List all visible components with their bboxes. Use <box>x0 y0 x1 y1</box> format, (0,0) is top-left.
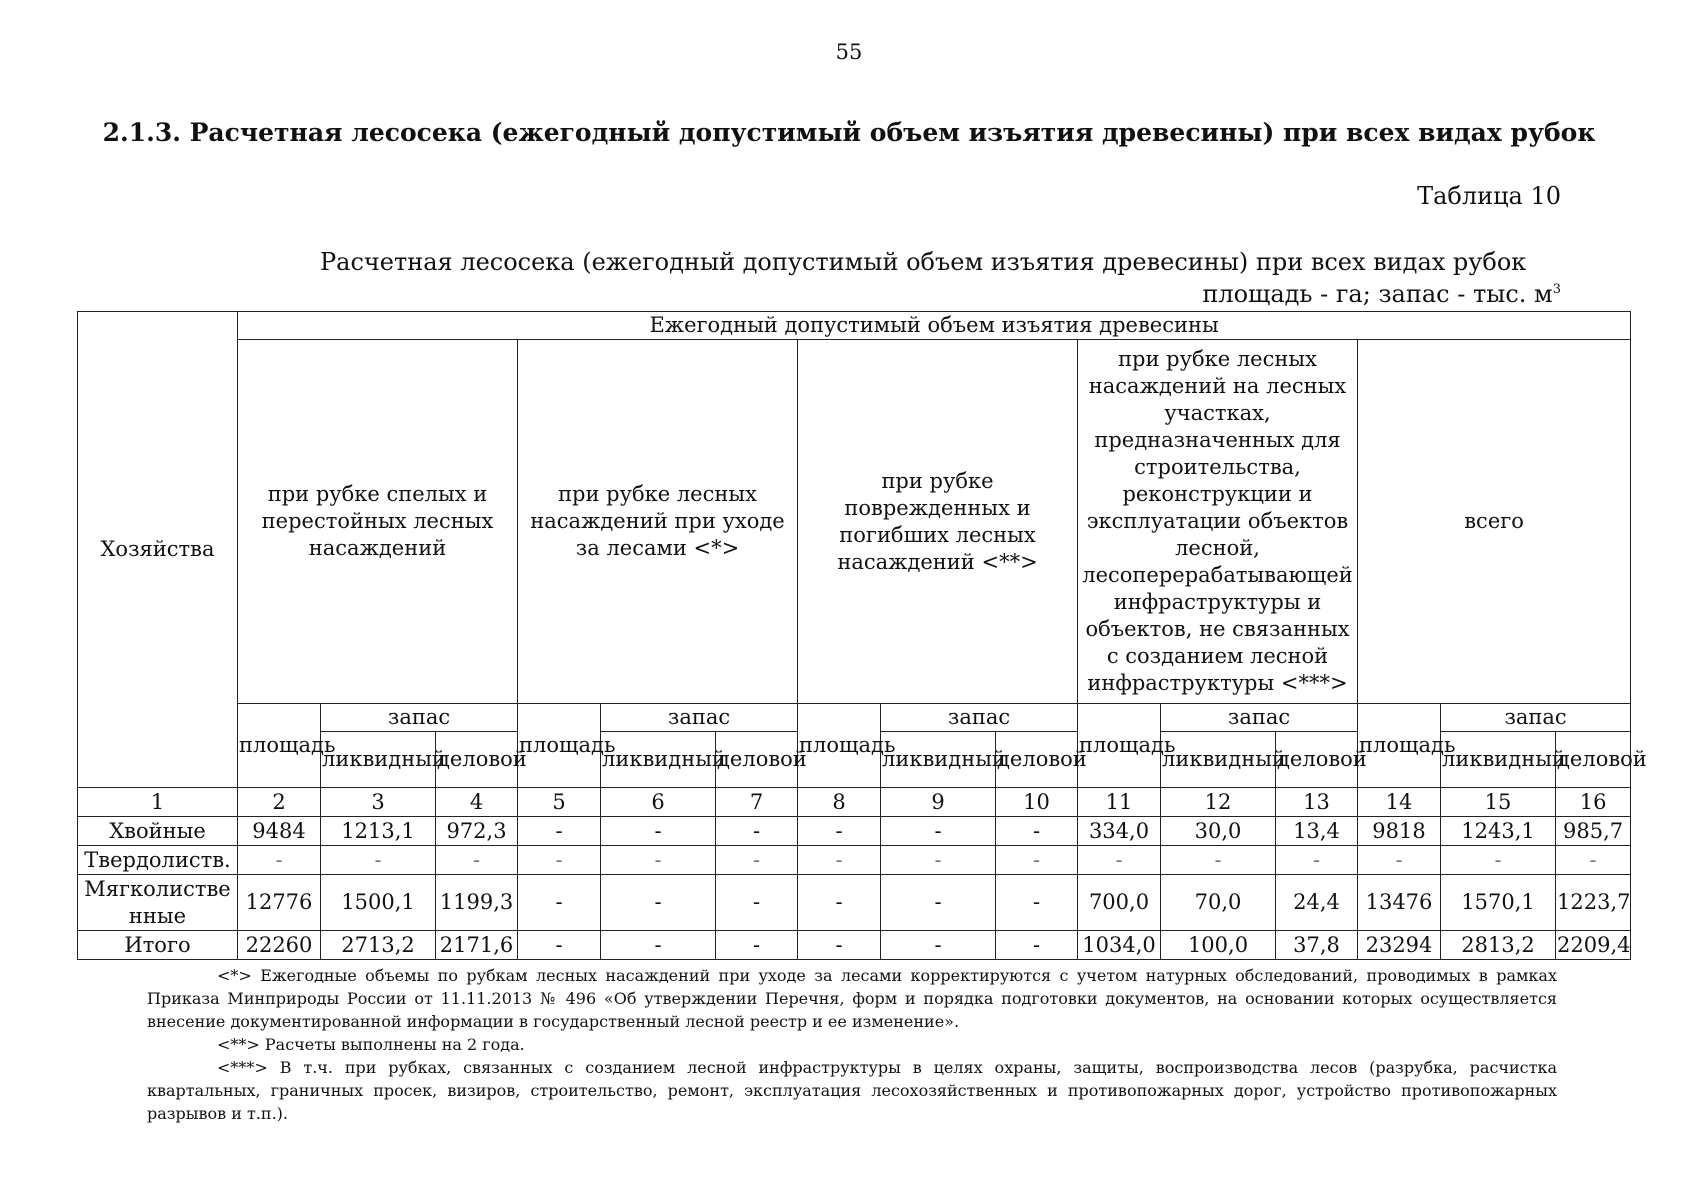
footnotes <box>147 964 1557 1125</box>
column-number: 12 <box>1161 788 1276 817</box>
header-liquid: ликвидный <box>1161 732 1276 788</box>
table-cell: - <box>1078 846 1161 875</box>
table-cell: 700,0 <box>1078 875 1161 931</box>
table-cell: 2209,4 <box>1556 931 1631 960</box>
table-cell: - <box>1161 846 1276 875</box>
table-label: Таблица 10 <box>1417 182 1561 210</box>
table-row <box>78 817 1631 846</box>
table-cell: - <box>518 846 601 875</box>
header-business: деловой <box>996 732 1078 788</box>
table-cell: 1199,3 <box>436 875 518 931</box>
table-cell: - <box>716 875 798 931</box>
header-households: Хозяйства <box>78 312 238 788</box>
units-text: площадь - га; запас - тыс. м <box>1202 280 1553 308</box>
allowable-cut-table <box>77 311 1647 960</box>
header-business: деловой <box>1556 732 1631 788</box>
table-cell: 9484 <box>238 817 321 846</box>
table-cell: - <box>1276 846 1358 875</box>
section-title: 2.1.3. Расчетная лесосека (ежегодный допустимый объем изъятия древесины) при всех видах рубок <box>102 118 1596 147</box>
table-cell: - <box>996 875 1078 931</box>
table-cell: - <box>996 846 1078 875</box>
column-number: 10 <box>996 788 1078 817</box>
header-group-mature: при рубке спелых и перестойных лесных насаждений <box>238 340 518 704</box>
table-cell: 2171,6 <box>436 931 518 960</box>
table-cell: - <box>321 846 436 875</box>
column-number: 16 <box>1556 788 1631 817</box>
table-cell: 23294 <box>1358 931 1441 960</box>
table-cell: - <box>716 817 798 846</box>
table-cell: - <box>716 931 798 960</box>
header-area: площадь <box>798 704 881 788</box>
table-cell: 13,4 <box>1276 817 1358 846</box>
table-cell: 30,0 <box>1161 817 1276 846</box>
header-area: площадь <box>1358 704 1441 788</box>
row-name: Мягколиственные <box>78 875 238 931</box>
table-cell: - <box>601 875 716 931</box>
table-row <box>78 846 1631 875</box>
table-cell: 1243,1 <box>1441 817 1556 846</box>
header-stock: запас <box>321 704 518 732</box>
table-cell: - <box>798 846 881 875</box>
table-cell: 334,0 <box>1078 817 1161 846</box>
table-cell: - <box>881 846 996 875</box>
header-annual-volume: Ежегодный допустимый объем изъятия древесины <box>238 312 1631 340</box>
page-number: 55 <box>835 40 863 64</box>
row-name: Хвойные <box>78 817 238 846</box>
column-number: 6 <box>601 788 716 817</box>
footnote: <**> Расчеты выполнены на 2 года. <box>217 1035 525 1054</box>
header-stock: запас <box>881 704 1078 732</box>
table-cell: 2813,2 <box>1441 931 1556 960</box>
column-number: 15 <box>1441 788 1556 817</box>
column-number: 14 <box>1358 788 1441 817</box>
header-liquid: ликвидный <box>1441 732 1556 788</box>
table-cell: - <box>996 931 1078 960</box>
table-cell: 2713,2 <box>321 931 436 960</box>
header-stock: запас <box>1161 704 1358 732</box>
header-group-total: всего <box>1358 340 1631 704</box>
header-area: площадь <box>518 704 601 788</box>
table-cell: - <box>238 846 321 875</box>
table-cell: - <box>1441 846 1556 875</box>
table-cell: 1213,1 <box>321 817 436 846</box>
table-row-total <box>78 931 1631 960</box>
column-number: 7 <box>716 788 798 817</box>
header-liquid: ликвидный <box>881 732 996 788</box>
table-cell: - <box>518 817 601 846</box>
table-cell: 24,4 <box>1276 875 1358 931</box>
header-liquid: ликвидный <box>601 732 716 788</box>
table-cell: - <box>881 875 996 931</box>
table-cell: - <box>716 846 798 875</box>
table-cell: - <box>601 846 716 875</box>
column-numbers-row <box>78 788 1631 817</box>
column-number: 13 <box>1276 788 1358 817</box>
table-cell: - <box>518 931 601 960</box>
header-group-infrastructure: при рубке лесных насаждений на лесных участках, предназначенных для строительства, реконструкции и эксплуатации объектов лесной, лесоперерабатывающей инфраструктуры и объектов, не связанных с созданием лесной инфраструктуры <***> <box>1078 340 1358 704</box>
table-cell: 1034,0 <box>1078 931 1161 960</box>
table-cell: 1570,1 <box>1441 875 1556 931</box>
table-cell: 1223,7 <box>1556 875 1631 931</box>
units-superscript: 3 <box>1552 282 1561 297</box>
table-row <box>78 875 1631 931</box>
header-group-damaged: при рубке поврежденных и погибших лесных насаждений <**> <box>798 340 1078 704</box>
table-cell: - <box>1556 846 1631 875</box>
table-cell: - <box>1358 846 1441 875</box>
table-cell: 12776 <box>238 875 321 931</box>
header-business: деловой <box>436 732 518 788</box>
row-name: Твердолиств. <box>78 846 238 875</box>
column-number: 1 <box>78 788 238 817</box>
table-cell: 22260 <box>238 931 321 960</box>
table-cell: - <box>798 875 881 931</box>
units-note <box>1202 280 1561 308</box>
row-name: Итого <box>78 931 238 960</box>
table-cell: - <box>601 817 716 846</box>
table-cell: - <box>436 846 518 875</box>
column-number: 8 <box>798 788 881 817</box>
table-cell: - <box>601 931 716 960</box>
header-liquid: ликвидный <box>321 732 436 788</box>
table-cell: - <box>996 817 1078 846</box>
column-number: 9 <box>881 788 996 817</box>
header-area: площадь <box>1078 704 1161 788</box>
table-cell: 972,3 <box>436 817 518 846</box>
table-cell: 1500,1 <box>321 875 436 931</box>
table-cell: - <box>798 931 881 960</box>
table-cell: 70,0 <box>1161 875 1276 931</box>
header-group-care: при рубке лесных насаждений при уходе за лесами <*> <box>518 340 798 704</box>
table-cell: 100,0 <box>1161 931 1276 960</box>
table-cell: - <box>881 817 996 846</box>
footnote: <*> Ежегодные объемы по рубкам лесных насаждений при уходе за лесами корректируются с учетом натурных обследований, проводимых в рамках Приказа Минприроды России от 11.11.2013 № 496 «Об утверждении Перечня, форм и порядка подготовки документов, на основании которых осуществляется внесение документированной информации в государственный лесной реестр и ее изменение». <box>147 966 1557 1031</box>
table-cell: 9818 <box>1358 817 1441 846</box>
table-cell: - <box>798 817 881 846</box>
table-cell: 37,8 <box>1276 931 1358 960</box>
column-number: 3 <box>321 788 436 817</box>
table-cell: 13476 <box>1358 875 1441 931</box>
column-number: 5 <box>518 788 601 817</box>
column-number: 11 <box>1078 788 1161 817</box>
header-business: деловой <box>716 732 798 788</box>
header-area: площадь <box>238 704 321 788</box>
column-number: 4 <box>436 788 518 817</box>
column-number: 2 <box>238 788 321 817</box>
table-cell: - <box>881 931 996 960</box>
table-cell: 985,7 <box>1556 817 1631 846</box>
header-stock: запас <box>1441 704 1631 732</box>
footnote: <***> В т.ч. при рубках, связанных с созданием лесной инфраструктуры в целях охраны, защиты, воспроизводства лесов (разрубка, расчистка квартальных, граничных просек, визиров, строительство, ремонт, эксплуатация лесохозяйственных и противопожарных дорог, устройство противопожарных разрывов и т.п.). <box>147 1058 1557 1123</box>
table-caption: Расчетная лесосека (ежегодный допустимый объем изъятия древесины) при всех видах рубок <box>320 248 1527 276</box>
header-business: деловой <box>1276 732 1358 788</box>
header-stock: запас <box>601 704 798 732</box>
table-cell: - <box>518 875 601 931</box>
